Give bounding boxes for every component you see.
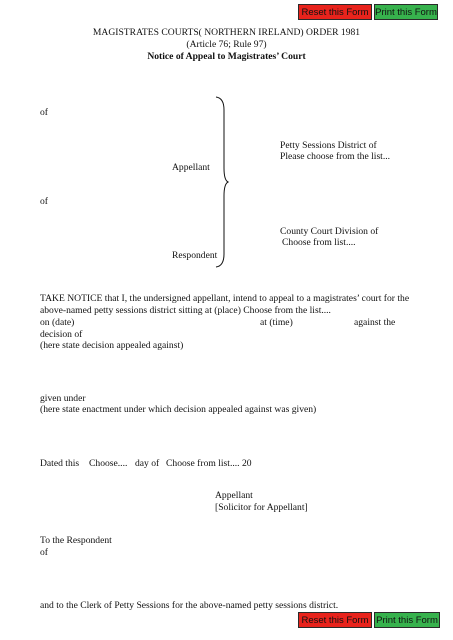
- county-court-label: County Court Division of: [280, 226, 379, 237]
- form-title: MAGISTRATES COURTS( NORTHERN IRELAND) ORDER 1981: [92, 27, 361, 38]
- decision-of-label: decision of: [40, 329, 83, 340]
- county-court-select[interactable]: Choose from list....: [282, 237, 356, 248]
- decision-hint: (here state decision appealed against): [40, 340, 184, 351]
- notice-date-label: on (date): [40, 317, 75, 328]
- petty-sessions-label: Petty Sessions District of: [280, 140, 377, 151]
- clerk-line: and to the Clerk of Petty Sessions for the above-named petty sessions district.: [40, 600, 339, 611]
- print-form-button-bottom[interactable]: Print this Form: [374, 612, 440, 628]
- signature-appellant-label: Appellant: [215, 490, 253, 501]
- respondent-label: Respondent: [172, 250, 218, 261]
- reset-form-button-top[interactable]: Reset this Form: [298, 4, 372, 20]
- given-under-label: given under: [40, 393, 86, 404]
- given-under-hint: (here state enactment under which decision appealed against was given): [40, 404, 317, 415]
- appellant-of-label: of: [40, 107, 48, 118]
- notice-against-label: against the: [354, 317, 396, 328]
- month-select[interactable]: Choose from list....: [166, 458, 240, 469]
- signature-solicitor-label: [Solicitor for Appellant]: [215, 502, 308, 513]
- reset-form-button-bottom[interactable]: Reset this Form: [298, 612, 372, 628]
- day-of-label: day of: [135, 458, 160, 469]
- petty-sessions-select[interactable]: Please choose from the list...: [280, 151, 391, 162]
- form-heading: Notice of Appeal to Magistrates’ Court: [147, 51, 306, 62]
- day-select[interactable]: Choose....: [89, 458, 128, 469]
- form-subtitle: (Article 76; Rule 97): [186, 39, 267, 50]
- respondent-address-of-label: of: [40, 547, 48, 558]
- notice-line-2-place-select[interactable]: above-named petty sessions district sitting at (place) Choose from the list....: [40, 305, 331, 316]
- to-respondent-label: To the Respondent: [40, 535, 112, 546]
- notice-line-1: TAKE NOTICE that I, the undersigned appellant, intend to appeal to a magistrates’ court for the: [40, 293, 410, 304]
- year-prefix: 20: [242, 458, 252, 469]
- print-form-button-top[interactable]: Print this Form: [374, 4, 438, 20]
- respondent-of-label: of: [40, 196, 48, 207]
- dated-this-label: Dated this: [40, 458, 80, 469]
- appellant-label: Appellant: [172, 162, 210, 173]
- notice-time-label: at (time): [260, 317, 293, 328]
- curly-brace: [214, 96, 230, 268]
